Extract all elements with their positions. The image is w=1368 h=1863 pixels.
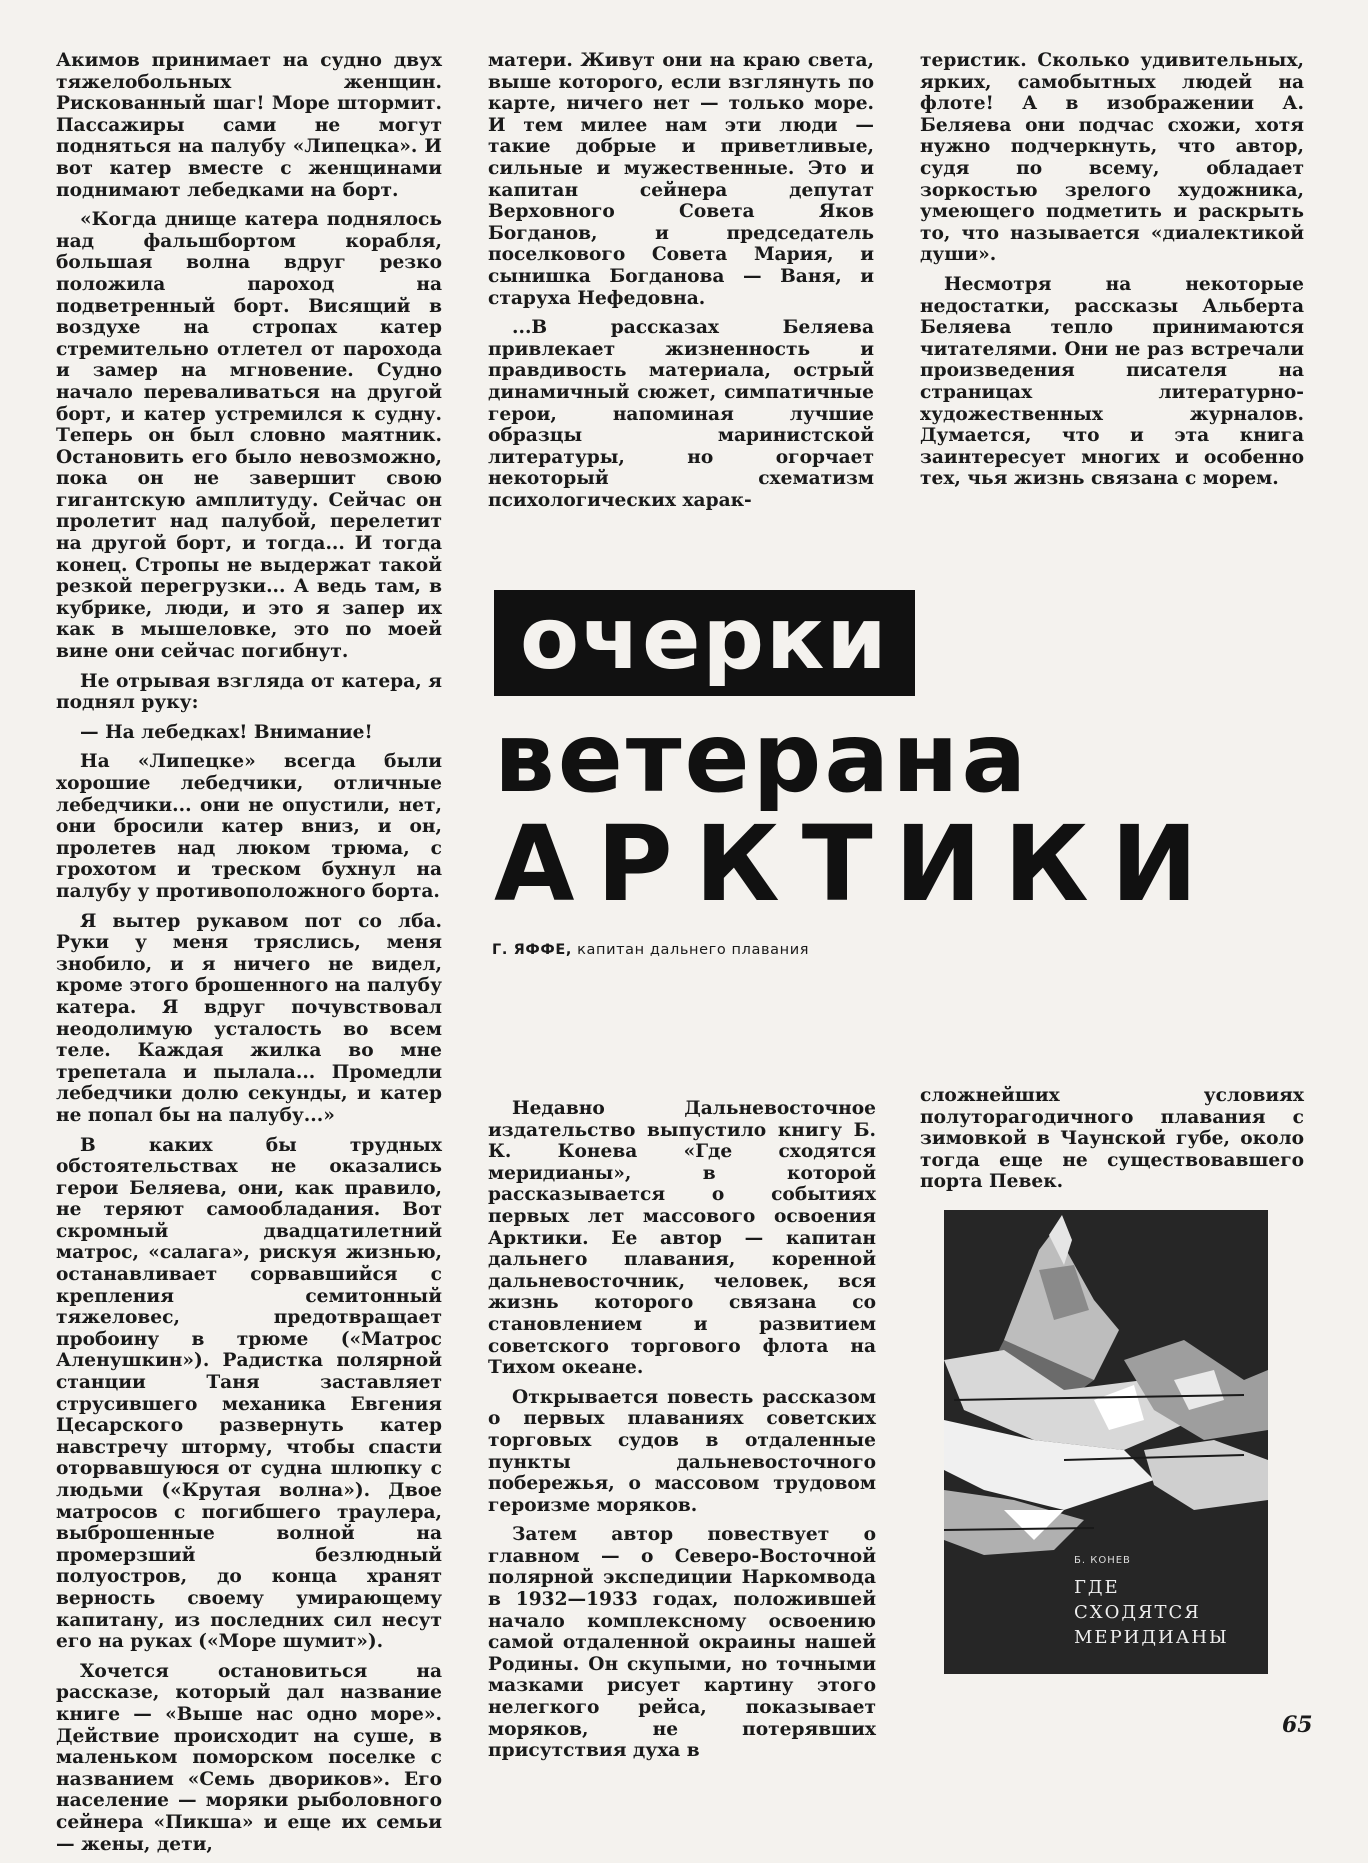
article-column-right <box>920 50 1304 498</box>
title-line-3: АРКТИКИ <box>494 803 1220 925</box>
paragraph: На «Липецке» всегда были хорошие лебедчики, отличные лебедчики... они не опустили, нет, они бросили катер вниз, и он, пролетев над люком трюма, с грохотом и треском бухнул на палубу у противоположного борта. <box>56 751 442 902</box>
title-line-2: ветерана <box>494 702 1030 814</box>
paragraph: Несмотря на некоторые недостатки, рассказы Альберта Беляева тепло принимаются читателями. Они не раз встречали произведения писателя на страницах литературно-художественных журналов. Думается, что и эта книга заинтересует многих и особенно тех, чья жизнь связана с морем. <box>920 273 1304 490</box>
paragraph: Не отрывая взгляда от катера, я поднял руку: <box>56 670 442 714</box>
paragraph: Хочется остановиться на рассказе, который дал название книге — «Выше нас одно море». Действие происходит на суше, в маленьком поморском поселке с названием «Семь двориков». Его население — моряки рыболовного сейнера «Пикша» и еще их семьи — жены, дети, <box>56 1660 442 1855</box>
paragraph: «Когда днище катера поднялось над фальшбортом корабля, большая волна вдруг резко положила пароход на подветренный борт. Висящий в воздухе на стропах катер стремительно отлетел от парохода и замер на мгновение. Судно начало переваливаться на другой борт, и катер устремился к судну. Теперь он был словно маятник. Остановить его было невозможно, пока он не завершит свою гигантскую амплитуду. Сейчас он пролетит над палубой, перелетит на другой борт, и тогда... И тогда конец. Стропы не выдержат такой резкой перегрузки... А ведь там, в кубрике, люди, и это я запер их как в мышеловке, это по моей вине они сейчас погибнут. <box>56 209 442 663</box>
paragraph: Я вытер рукавом пот со лба. Руки у меня тряслись, меня знобило, и я ничего не видел, кроме этого брошенного на палубу катера. Я вдруг почувствовал неодолимую усталость во всем теле. Каждая жилка во мне трепетала и пылала... Промедли лебедчики долю секунды, и катер не попал бы на палубу...» <box>56 910 442 1126</box>
article-column-left <box>56 50 442 1863</box>
byline-role: капитан дальнего плавания <box>577 942 810 958</box>
book-cover-image <box>944 1210 1268 1674</box>
paragraph: теристик. Сколько удивительных, ярких, самобытных людей на флоте! А в изображении А. Беляева они подчас схожи, хотя нужно подчеркнуть, что автор, судя по всему, обладает зоркостью зрелого художника, умеющего подметить и раскрыть то, что называется «диалектикой души». <box>920 50 1304 266</box>
title-line-1: очерки <box>494 590 915 696</box>
review-column-middle <box>488 1098 876 1770</box>
cover-title-line: МЕРИДИАНЫ <box>1074 1627 1229 1648</box>
paragraph: ...В рассказах Беляева привлекает жизненность и правдивость материала, острый динамичный сюжет, симпатичные герои, напоминая лучшие образцы маринистской литературы, но огорчает некоторый схематизм психологических харак- <box>488 317 874 511</box>
byline <box>492 942 809 958</box>
cover-title <box>1074 1575 1254 1650</box>
paragraph: Открывается повесть рассказом о первых плаваниях советских торговых судов в отдаленные пункты дальневосточного побережья, о массовом трудовом героизме моряков. <box>488 1386 876 1516</box>
byline-author: Г. ЯФФЕ, <box>492 942 572 958</box>
paragraph: В каких бы трудных обстоятельствах не оказались герои Беляева, они, как правило, не теряют самообладания. Вот скромный двадцатилетний матрос, «салага», рискуя жизнью, останавливает сорвавшийся с крепления семитонный тяжеловес, предотвращает пробоину в трюме («Матрос Аленушкин»). Радистка полярной станции Таня заставляет струсившего механика Евгения Цесарского развернуть катер навстречу шторму, чтобы спасти оторвавшуюся от судна шлюпку с людьми («Крутая волна»). Двое матросов с погибшего траулера, выброшенные волной на промерзший безлюдный полуостров, до конца хранят верность своему умирающему капитану, из последних сил несут его на руках («Море шумит»). <box>56 1134 442 1653</box>
article-column-middle <box>488 50 874 519</box>
article-title <box>494 589 1334 925</box>
cover-title-line: ГДЕ <box>1074 1577 1120 1598</box>
paragraph: матери. Живут они на краю света, выше которого, если взглянуть по карте, ничего нет — только море. И тем милее нам эти люди — такие добрые и приветливые, сильные и мужественные. Это и капитан сейнера депутат Верховного Совета Яков Богданов, и председатель поселкового Совета Мария, и сынишка Богданова — Ваня, и старуха Нефедовна. <box>488 50 874 309</box>
paragraph: Недавно Дальневосточное издательство выпустило книгу Б. К. Конева «Где сходятся меридианы», в которой рассказывается о событиях первых лет массового освоения Арктики. Ее автор — капитан дальнего плавания, коренной дальневосточник, человек, вся жизнь которого связана со становлением и развитием советского торгового флота на Тихом океане. <box>488 1098 876 1379</box>
review-column-right <box>920 1085 1304 1201</box>
cover-title-line: СХОДЯТСЯ <box>1074 1602 1201 1623</box>
paragraph: — На лебедках! Внимание! <box>80 721 373 743</box>
paragraph: Акимов принимает на судно двух тяжелобольных женщин. Рискованный шаг! Море штормит. Пассажиры сами не могут подняться на палубу «Липецка». И вот катер вместе с женщинами поднимают лебедками на борт. <box>56 50 442 201</box>
paragraph: сложнейших условиях полуторагодичного плавания с зимовкой в Чаунской губе, около тогда еще не существовавшего порта Певек. <box>920 1085 1304 1193</box>
cover-author: Б. КОНЕВ <box>1074 1555 1131 1566</box>
paragraph: Затем автор повествует о главном — о Северо-Восточной полярной экспедиции Наркомвода в 1932—1933 годах, положившей начало комплексному освоению самой отдаленной окраины нашей Родины. Он скупыми, но точными мазками рисует картину этого нелегкого рейса, показывает моряков, не потерявших присутствия духа в <box>488 1524 876 1762</box>
page-number: 65 <box>1282 1712 1313 1738</box>
